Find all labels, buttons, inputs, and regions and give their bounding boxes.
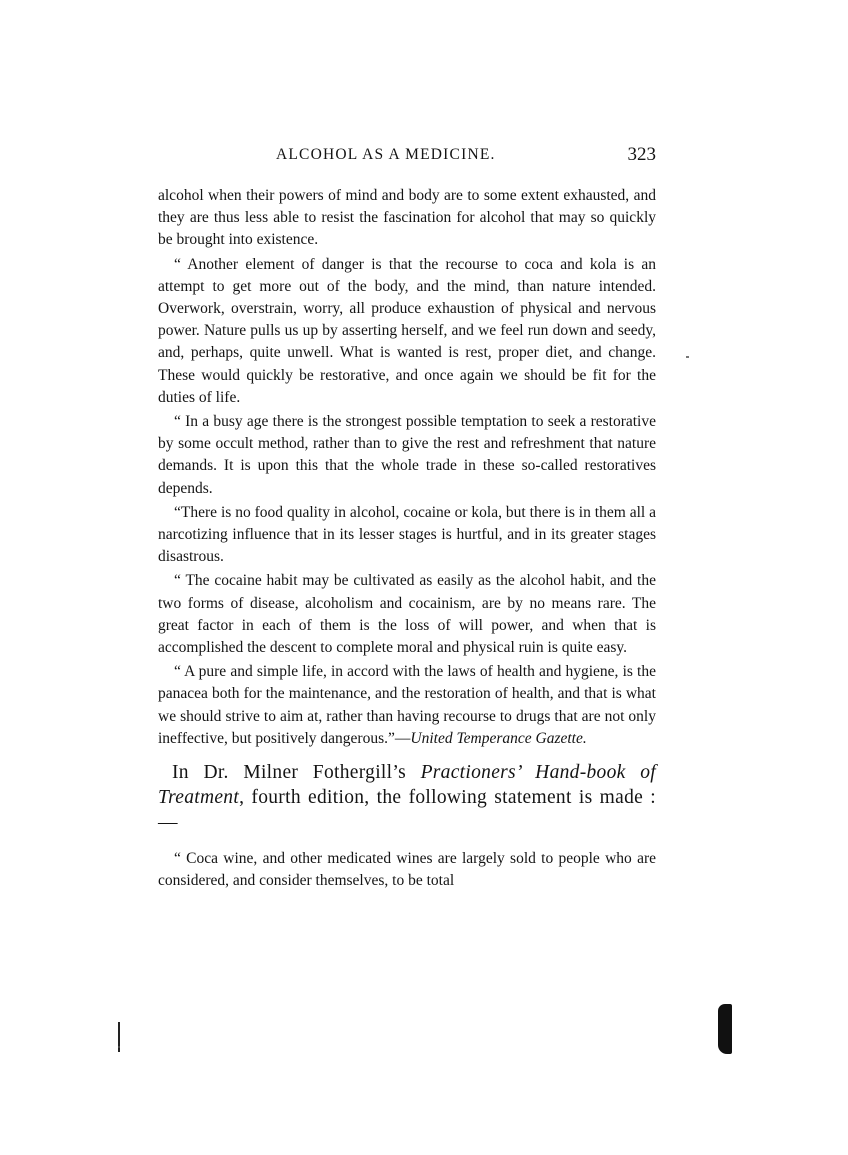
book-title: Practioners’ Hand-book of Treatment [158, 762, 656, 809]
running-title: ALCOHOL AS A MEDICINE. [276, 146, 496, 163]
paragraph: “ In a busy age there is the strongest possible temptation to seek a restorative by some occult method, rather than to give the rest and refreshment that nature demands. It is upon this that the whole trade in these so-called restoratives depends. [158, 413, 656, 497]
body-text [158, 185, 656, 892]
paragraph: alcohol when their powers of mind and body are to some extent exhausted, and they are thus less able to resist the fascination for alcohol that may so quickly be brought into existence. [158, 187, 656, 249]
scan-speck [118, 1046, 120, 1048]
closing-paragraph: “ Coca wine, and other medicated wines are largely sold to people who are considered, and consider themselves, to be total [158, 850, 656, 890]
book-page [158, 140, 656, 894]
paragraph-with-source [158, 661, 656, 750]
paragraph: “ The cocaine habit may be cultivated as easily as the alcohol habit, and the two forms of disease, alcoholism and cocainism, are by no means rare. The great factor in each of them is the loss of will power, and when that is accomplished the descent to complete moral and physical ruin is quite easy. [158, 572, 656, 657]
quote-source: United Temperance Gazette. [410, 729, 587, 747]
intro-before: In Dr. Milner Fothergill’s [172, 762, 421, 784]
scan-edge-mark [718, 1004, 732, 1054]
intro-statement [158, 760, 656, 835]
page-number: 323 [627, 144, 656, 165]
paragraph: “There is no food quality in alcohol, cocaine or kola, but there is in them all a narcotizing influence that in its lesser stages is hurtful, and in its greater stages disastrous. [158, 503, 656, 566]
running-head [158, 140, 656, 170]
paragraph: “ Another element of danger is that the recourse to coca and kola is an attempt to get more out of the body, and the mind, than nature intended. Overwork, overstrain, worry, all produce exhaustion of physical and nervous power. Nature pulls us up by asserting herself, and we feel run down and seedy, and, perhaps, quite unwell. What is wanted is rest, proper diet, and change. These would quickly be restorative, and once again we should be fit for the duties of life. [158, 255, 656, 406]
intro-after: , fourth edition, the following statement is made :— [158, 787, 656, 834]
scan-speck [686, 356, 689, 358]
paragraph-text: “ A pure and simple life, in accord with the laws of health and hygiene, is the panacea both for the maintenance, and the restoration of health, and that is what we should strive to aim at, rather than having recourse to drugs that are not only ineffective, but positively dangerous.”— [158, 663, 656, 747]
